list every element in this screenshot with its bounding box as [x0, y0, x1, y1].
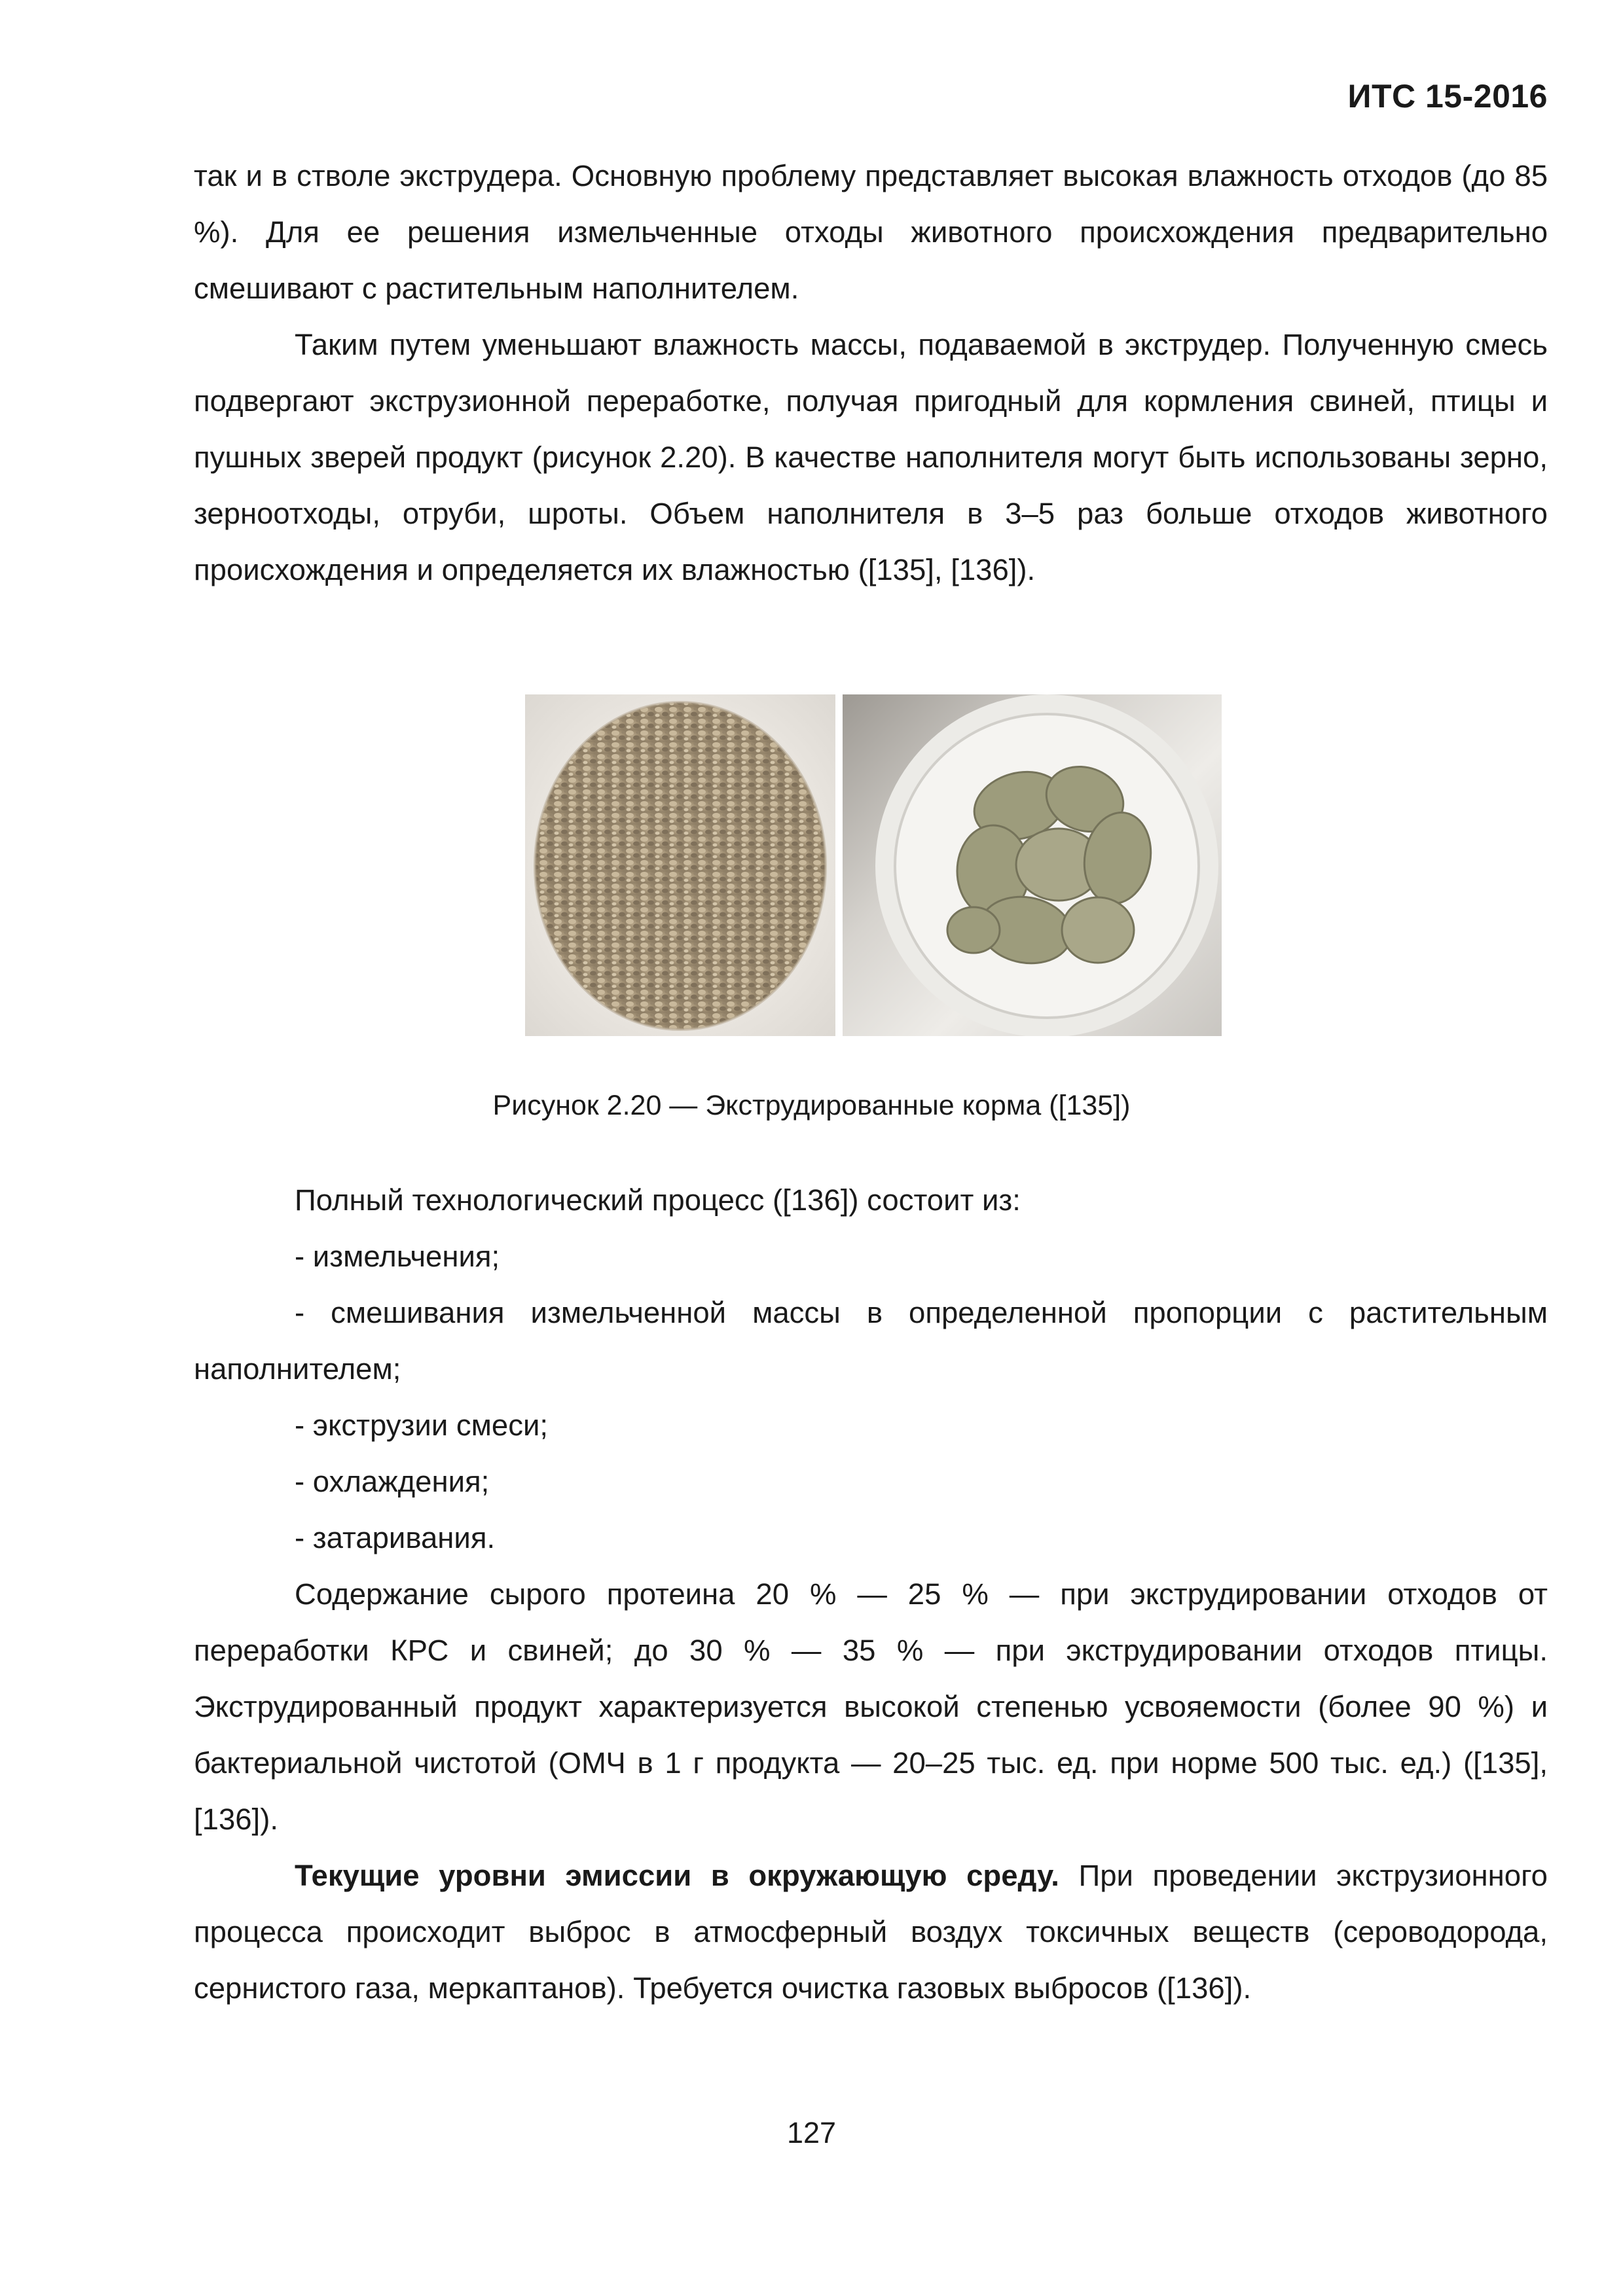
paragraph-continuation: так и в стволе экструдера. Основную проблему представляет высокая влажность отходов (до 85 %). Для ее решения измельченные отходы животного происхождения предварительно смешивают с растительным наполнителем. [194, 159, 1548, 305]
figure-extruded-feed [525, 694, 1222, 1036]
photo-feed-in-bowl [843, 694, 1222, 1036]
body-text-top [194, 148, 1548, 598]
process-step: - измельчения; [295, 1240, 500, 1273]
emissions-text: При проведении экструзионного процесса происходит выброс в атмосферный воздух токсичных веществ (сероводорода, сернистого газа, меркаптанов). Требуется очистка газовых выбросов ([136]). [194, 1859, 1548, 2005]
emissions-heading: Текущие уровни эмиссии в окружающую среду. [295, 1859, 1059, 1892]
protein-paragraph: Содержание сырого протеина 20 % — 25 % — при экструдировании отходов от переработки КРС и свиней; до 30 % — 35 % — при экструдировании отходов птицы. Экструдированный продукт характеризуется высокой степенью усвояемости (более 90 %) и бактериальной чистотой (ОМЧ в 1 г продукта — 20–25 тыс. ед. при норме 500 тыс. ед.) ([135], [136]). [194, 1577, 1548, 1836]
process-intro: Полный технологический процесс ([136]) состоит из: [295, 1183, 1021, 1217]
bowl-lumps-image [843, 694, 1222, 1036]
figure-caption: Рисунок 2.20 — Экструдированные корма ([135]) [492, 1090, 1131, 1121]
process-step: - затаривания. [295, 1521, 496, 1554]
document-id-header: ИТС 15-2016 [1347, 78, 1548, 115]
body-text-bottom [194, 1172, 1548, 2017]
process-step: - смешивания измельченной массы в определенной пропорции с растительным наполнителем; [194, 1296, 1548, 1386]
emissions-paragraph [194, 1848, 1548, 2017]
photo-extruded-granules [525, 694, 835, 1036]
process-step: - охлаждения; [295, 1465, 490, 1498]
granules-pile-image [525, 694, 835, 1036]
paragraph-filler: Таким путем уменьшают влажность массы, подаваемой в экструдер. Полученную смесь подвергают экструзионной переработке, получая пригодный для кормления свиней, птицы и пушных зверей продукт (рисунок 2.20). В качестве наполнителя могут быть использованы зерно, зерноотходы, отруби, шроты. Объем наполнителя в 3–5 раз больше отходов животного происхождения и определяется их влажностью ([135], [136]). [194, 328, 1548, 586]
process-step: - экструзии смеси; [295, 1408, 549, 1442]
page-number: 127 [786, 2116, 837, 2149]
